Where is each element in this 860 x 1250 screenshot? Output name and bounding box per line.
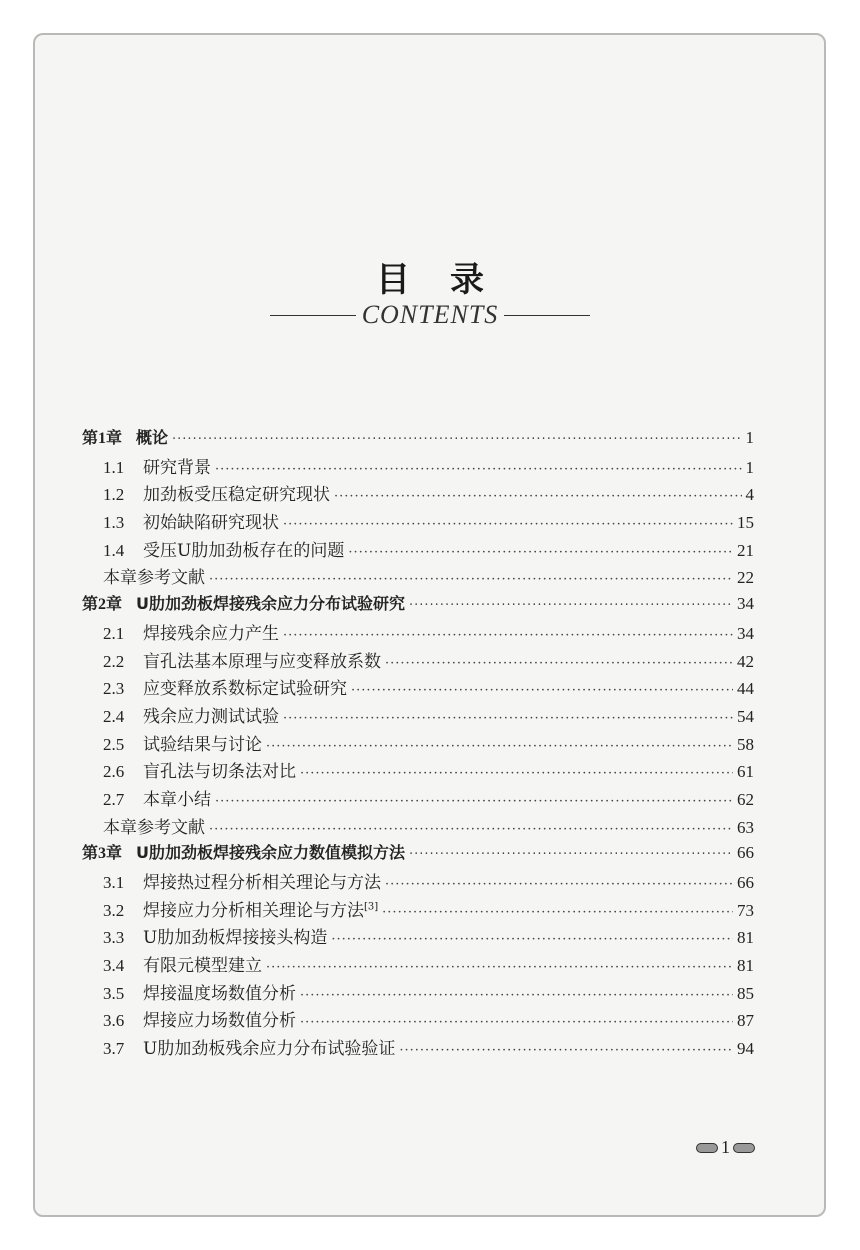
toc-entry-section bbox=[82, 453, 754, 481]
leader-dots bbox=[382, 905, 733, 920]
toc-entry-section bbox=[82, 619, 754, 647]
entry-number: 第3章 bbox=[82, 845, 123, 863]
leader-dots bbox=[300, 766, 733, 781]
leader-dots bbox=[283, 628, 733, 643]
entry-title: U肋加劲板焊接残余应力分布试验研究 bbox=[136, 594, 406, 614]
entry-title: 初始缺陷研究现状 bbox=[143, 513, 279, 534]
leader-dots bbox=[215, 794, 733, 809]
toc-entry-section bbox=[82, 1034, 754, 1062]
entry-title: 受压U肋加劲板存在的问题 bbox=[143, 540, 345, 561]
entry-page: 94 bbox=[737, 1039, 754, 1059]
leader-dots bbox=[300, 1015, 733, 1030]
entry-page: 73 bbox=[737, 900, 754, 920]
divider bbox=[270, 315, 356, 316]
toc-entry-section bbox=[82, 647, 754, 675]
entry-number: 1.4 bbox=[103, 540, 125, 560]
leader-dots bbox=[283, 517, 733, 532]
toc-entry-section bbox=[82, 1006, 754, 1034]
entry-title: 盲孔法与切条法对比 bbox=[143, 762, 296, 783]
leader-dots bbox=[300, 988, 733, 1003]
entry-title: 概论 bbox=[136, 428, 169, 447]
entry-page: 85 bbox=[737, 983, 754, 1003]
entry-number: 3.4 bbox=[103, 956, 125, 976]
entry-page: 63 bbox=[737, 817, 754, 837]
leader-dots bbox=[266, 739, 733, 754]
entry-page: 81 bbox=[737, 928, 754, 948]
entry-title: 残余应力测试试验 bbox=[143, 706, 279, 727]
entry-page: 4 bbox=[745, 485, 754, 505]
toc-entry-section bbox=[82, 979, 754, 1007]
entry-number: 1.2 bbox=[103, 485, 125, 505]
entry-page: 1 bbox=[745, 428, 754, 447]
entry-title: 焊接残余应力产生 bbox=[143, 623, 279, 644]
toc-entry-section bbox=[82, 702, 754, 730]
entry-page: 58 bbox=[737, 734, 754, 754]
entry-page: 87 bbox=[737, 1011, 754, 1031]
leader-dots bbox=[399, 1043, 733, 1058]
toc-entry-section bbox=[82, 536, 754, 564]
entry-number: 1.1 bbox=[103, 457, 125, 477]
entry-number: 2.1 bbox=[103, 623, 125, 643]
leader-dots bbox=[209, 572, 733, 587]
entry-page: 54 bbox=[737, 706, 754, 726]
leader-dots bbox=[409, 598, 733, 613]
entry-title: 焊接温度场数值分析 bbox=[143, 983, 296, 1004]
entry-title: 本章小结 bbox=[143, 789, 211, 810]
entry-title: U肋加劲板焊接残余应力数值模拟方法 bbox=[136, 843, 406, 863]
leader-dots bbox=[209, 822, 733, 837]
toc-entry-section bbox=[82, 508, 754, 536]
entry-number: 第2章 bbox=[82, 596, 123, 614]
folio-ornament-icon bbox=[733, 1143, 755, 1153]
entry-title: 研究背景 bbox=[143, 457, 211, 478]
entry-number: 3.5 bbox=[103, 983, 125, 1003]
entry-number: 1.3 bbox=[103, 513, 125, 533]
entry-number: 第1章 bbox=[82, 430, 123, 447]
toc-entry-section bbox=[82, 674, 754, 702]
entry-title: 焊接应力场数值分析 bbox=[143, 1011, 296, 1032]
entry-page: 15 bbox=[737, 513, 754, 533]
table-of-contents bbox=[82, 425, 754, 1062]
toc-entry-section bbox=[82, 951, 754, 979]
toc-entry-section bbox=[82, 896, 754, 924]
entry-page: 62 bbox=[737, 789, 754, 809]
subtitle-text: CONTENTS bbox=[361, 300, 499, 329]
leader-dots bbox=[215, 462, 742, 477]
entry-number: 3.1 bbox=[103, 873, 125, 892]
entry-page: 22 bbox=[737, 568, 754, 588]
toc-entry-section bbox=[82, 480, 754, 508]
toc-entry-section bbox=[82, 785, 754, 813]
toc-entry-section bbox=[82, 923, 754, 951]
entry-number: 2.7 bbox=[103, 789, 125, 809]
citation: [3] bbox=[364, 901, 379, 913]
entry-number: 3.6 bbox=[103, 1011, 125, 1031]
entry-title: 有限元模型建立 bbox=[143, 956, 262, 977]
toc-entry-chapter bbox=[82, 425, 754, 453]
entry-page: 34 bbox=[737, 594, 754, 614]
entry-number: 2.2 bbox=[103, 651, 125, 671]
leader-dots bbox=[409, 847, 733, 862]
entry-title: 试验结果与讨论 bbox=[143, 734, 262, 755]
leader-dots bbox=[331, 932, 733, 947]
leader-dots bbox=[385, 656, 733, 671]
entry-page: 34 bbox=[737, 623, 754, 643]
entry-title: 焊接热过程分析相关理论与方法 bbox=[143, 873, 381, 893]
entry-number: 2.6 bbox=[103, 762, 125, 782]
entry-number: 2.5 bbox=[103, 734, 125, 754]
entry-number: 2.3 bbox=[103, 679, 125, 699]
entry-title: 加劲板受压稳定研究现状 bbox=[143, 485, 330, 506]
entry-page: 21 bbox=[737, 540, 754, 560]
toc-entry-ref bbox=[82, 563, 754, 591]
entry-title: U肋加劲板残余应力分布试验验证 bbox=[143, 1039, 396, 1060]
divider bbox=[504, 315, 590, 316]
leader-dots bbox=[283, 711, 733, 726]
folio-ornament-icon bbox=[696, 1143, 718, 1153]
entry-title: 应变释放系数标定试验研究 bbox=[143, 679, 347, 700]
toc-entry-section bbox=[82, 868, 754, 896]
toc-entry-chapter bbox=[82, 840, 754, 868]
toc-entry-chapter bbox=[82, 591, 754, 619]
leader-dots bbox=[266, 960, 733, 975]
entry-number: 3.7 bbox=[103, 1039, 125, 1059]
entry-page: 61 bbox=[737, 762, 754, 782]
leader-dots bbox=[385, 877, 733, 892]
leader-dots bbox=[351, 683, 733, 698]
leader-dots bbox=[348, 545, 733, 560]
toc-entry-ref bbox=[82, 813, 754, 841]
entry-number: 2.4 bbox=[103, 706, 125, 726]
toc-entry-section bbox=[82, 730, 754, 758]
leader-dots bbox=[334, 489, 742, 504]
toc-entry-section bbox=[82, 757, 754, 785]
entry-page: 1 bbox=[745, 457, 754, 477]
entry-title: 本章参考文献 bbox=[103, 568, 205, 589]
page-subtitle bbox=[0, 300, 860, 330]
entry-page: 66 bbox=[737, 873, 754, 892]
entry-title: 焊接应力分析相关理论与方法[3] bbox=[143, 900, 379, 921]
entry-page: 66 bbox=[737, 843, 754, 863]
entry-page: 81 bbox=[737, 956, 754, 976]
entry-title: 本章参考文献 bbox=[103, 817, 205, 838]
page-footer bbox=[696, 1137, 755, 1158]
leader-dots bbox=[172, 432, 741, 447]
entry-page: 42 bbox=[737, 651, 754, 671]
entry-page: 44 bbox=[737, 679, 754, 699]
entry-title: 盲孔法基本原理与应变释放系数 bbox=[143, 651, 381, 672]
page-title: 目录 bbox=[376, 260, 524, 300]
entry-number: 3.3 bbox=[103, 928, 125, 948]
page-number: 1 bbox=[721, 1137, 730, 1157]
entry-number: 3.2 bbox=[103, 900, 125, 920]
entry-title: U肋加劲板焊接接头构造 bbox=[143, 928, 328, 949]
